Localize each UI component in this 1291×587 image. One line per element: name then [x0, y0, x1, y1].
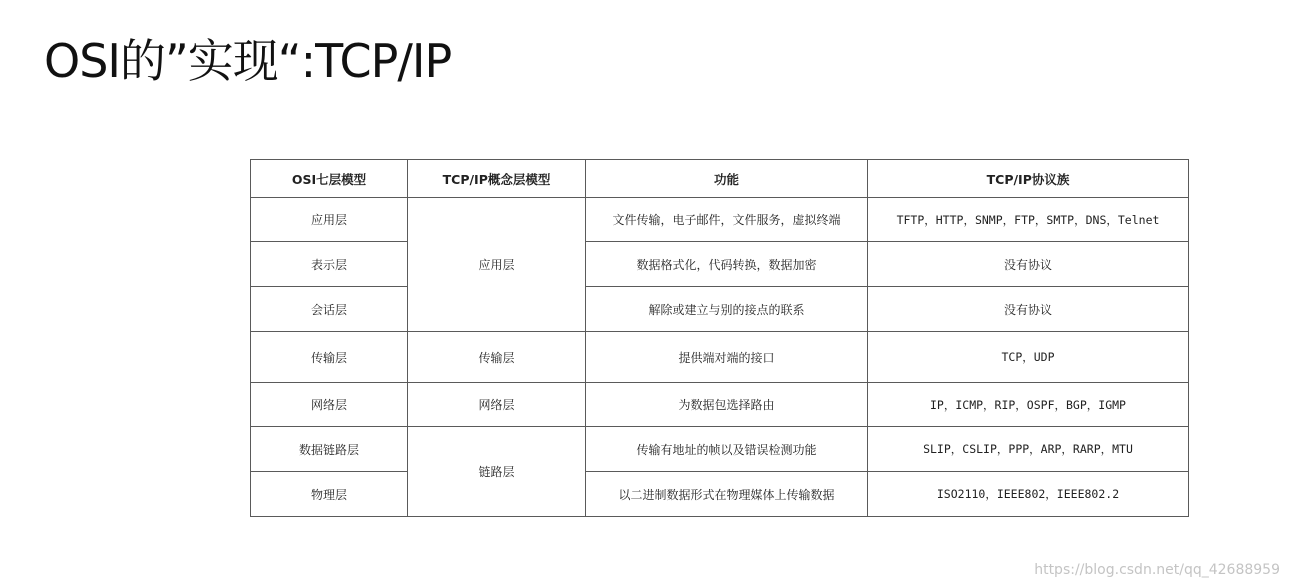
osi-layer-cell: 会话层: [251, 287, 408, 332]
function-cell: 传输有地址的帧以及错误检测功能: [586, 427, 868, 472]
header-function: 功能: [586, 160, 868, 198]
protocol-cell: 没有协议: [868, 242, 1189, 287]
tcpip-layer-cell: 应用层: [408, 198, 586, 332]
osi-layer-cell: 传输层: [251, 332, 408, 383]
function-cell: 数据格式化，代码转换，数据加密: [586, 242, 868, 287]
protocol-cell: TFTP，HTTP，SNMP，FTP，SMTP，DNS，Telnet: [868, 198, 1189, 242]
header-protocol-suite: TCP/IP协议族: [868, 160, 1189, 198]
function-cell: 文件传输，电子邮件，文件服务，虚拟终端: [586, 198, 868, 242]
osi-layer-cell: 网络层: [251, 383, 408, 427]
osi-layer-cell: 表示层: [251, 242, 408, 287]
function-cell: 解除或建立与别的接点的联系: [586, 287, 868, 332]
tcpip-layer-cell: 链路层: [408, 427, 586, 517]
table-row: [251, 332, 1189, 383]
function-cell: 提供端对端的接口: [586, 332, 868, 383]
table-row: [251, 383, 1189, 427]
function-cell: 以二进制数据形式在物理媒体上传输数据: [586, 472, 868, 517]
protocol-cell: 没有协议: [868, 287, 1189, 332]
osi-layer-cell: 数据链路层: [251, 427, 408, 472]
page-title: OSI的”实现“:TCP/IP: [44, 34, 452, 88]
function-cell: 为数据包选择路由: [586, 383, 868, 427]
tcpip-layer-cell: 网络层: [408, 383, 586, 427]
header-tcpip-model: TCP/IP概念层模型: [408, 160, 586, 198]
tcpip-layer-cell: 传输层: [408, 332, 586, 383]
table-row: [251, 242, 1189, 287]
osi-layer-cell: 应用层: [251, 198, 408, 242]
protocol-cell: TCP，UDP: [868, 332, 1189, 383]
table-header-row: [251, 160, 1189, 198]
table-row: [251, 472, 1189, 517]
table-row: [251, 198, 1189, 242]
watermark-url: https://blog.csdn.net/qq_42688959: [1034, 562, 1280, 578]
osi-tcpip-table: [250, 159, 1189, 517]
table-row: [251, 287, 1189, 332]
header-osi-model: OSI七层模型: [251, 160, 408, 198]
protocol-cell: ISO2110，IEEE802，IEEE802.2: [868, 472, 1189, 517]
table-row: [251, 427, 1189, 472]
osi-layer-cell: 物理层: [251, 472, 408, 517]
protocol-cell: IP，ICMP，RIP，OSPF，BGP，IGMP: [868, 383, 1189, 427]
protocol-cell: SLIP，CSLIP，PPP，ARP，RARP，MTU: [868, 427, 1189, 472]
